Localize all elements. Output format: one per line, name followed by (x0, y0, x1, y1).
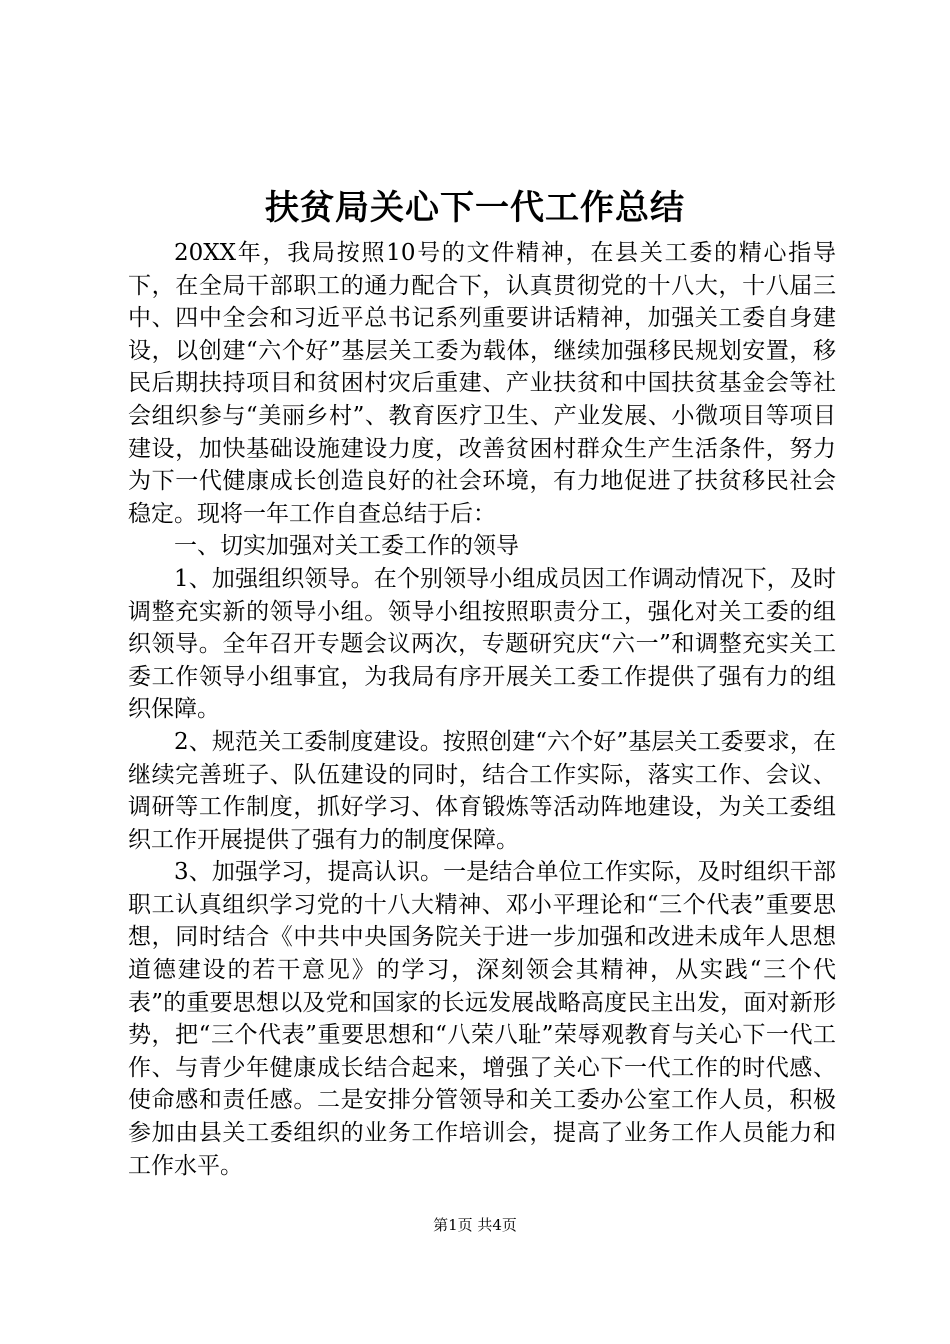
paragraph-item-3: 3、加强学习，提高认识。一是结合单位工作实际，及时组织干部职工认真组织学习党的十八大精神、邓小平理论和“三个代表”重要思想，同时结合《中共中央国务院关于进一步加强和改进未成年人思想道德建设的若干意见》的学习，深刻领会其精神，从实践“三个代表”的重要思想以及党和国家的长远发展战略高度民主出发，面对新形势，把“三个代表”重要思想和“八荣八耻”荣辱观教育与关心下一代工作、与青少年健康成长结合起来，增强了关心下一代工作的时代感、使命感和责任感。二是安排分管领导和关工委办公室工作人员，积极参加由县关工委组织的业务工作培训会，提高了业务工作人员能力和工作水平。 (128, 859, 836, 1179)
document-title: 扶贫局关心下一代工作总结 (265, 188, 685, 228)
paragraph-intro: 20XX年，我局按照10号的文件精神，在县关工委的精心指导下，在全局干部职工的通力配合下，认真贯彻党的十八大，十八届三中、四中全会和习近平总书记系列重要讲话精神，加强关工委自身建设，以创建“六个好”基层关工委为载体，继续加强移民规划安置，移民后期扶持项目和贫困村灾后重建、产业扶贫和中国扶贫基金会等社会组织参与“美丽乡村”、教育医疗卫生、产业发展、小微项目等项目建设，加快基础设施建设力度，改善贫困村群众生产生活条件，努力为下一代健康成长创造良好的社会环境，有力地促进了扶贫移民社会稳定。现将一年工作自查总结于后： (128, 240, 836, 527)
paragraph-item-1: 1、加强组织领导。在个别领导小组成员因工作调动情况下，及时调整充实新的领导小组。领导小组按照职责分工，强化对关工委的组织领导。全年召开专题会议两次，专题研究庆“六一”和调整充实关工委工作领导小组事宜，为我局有序开展关工委工作提供了强有力的组织保障。 (128, 565, 836, 723)
section-heading-1: 一、切实加强对关工委工作的领导 (174, 533, 519, 560)
document-body (128, 237, 836, 1182)
paragraph-item-2: 2、规范关工委制度建设。按照创建“六个好”基层关工委要求，在继续完善班子、队伍建设的同时，结合工作实际，落实工作、会议、调研等工作制度，抓好学习、体育锻炼等活动阵地建设，为关工委组织工作开展提供了强有力的制度保障。 (128, 728, 836, 853)
page-number-footer: 第1页 共4页 (433, 1216, 517, 1234)
